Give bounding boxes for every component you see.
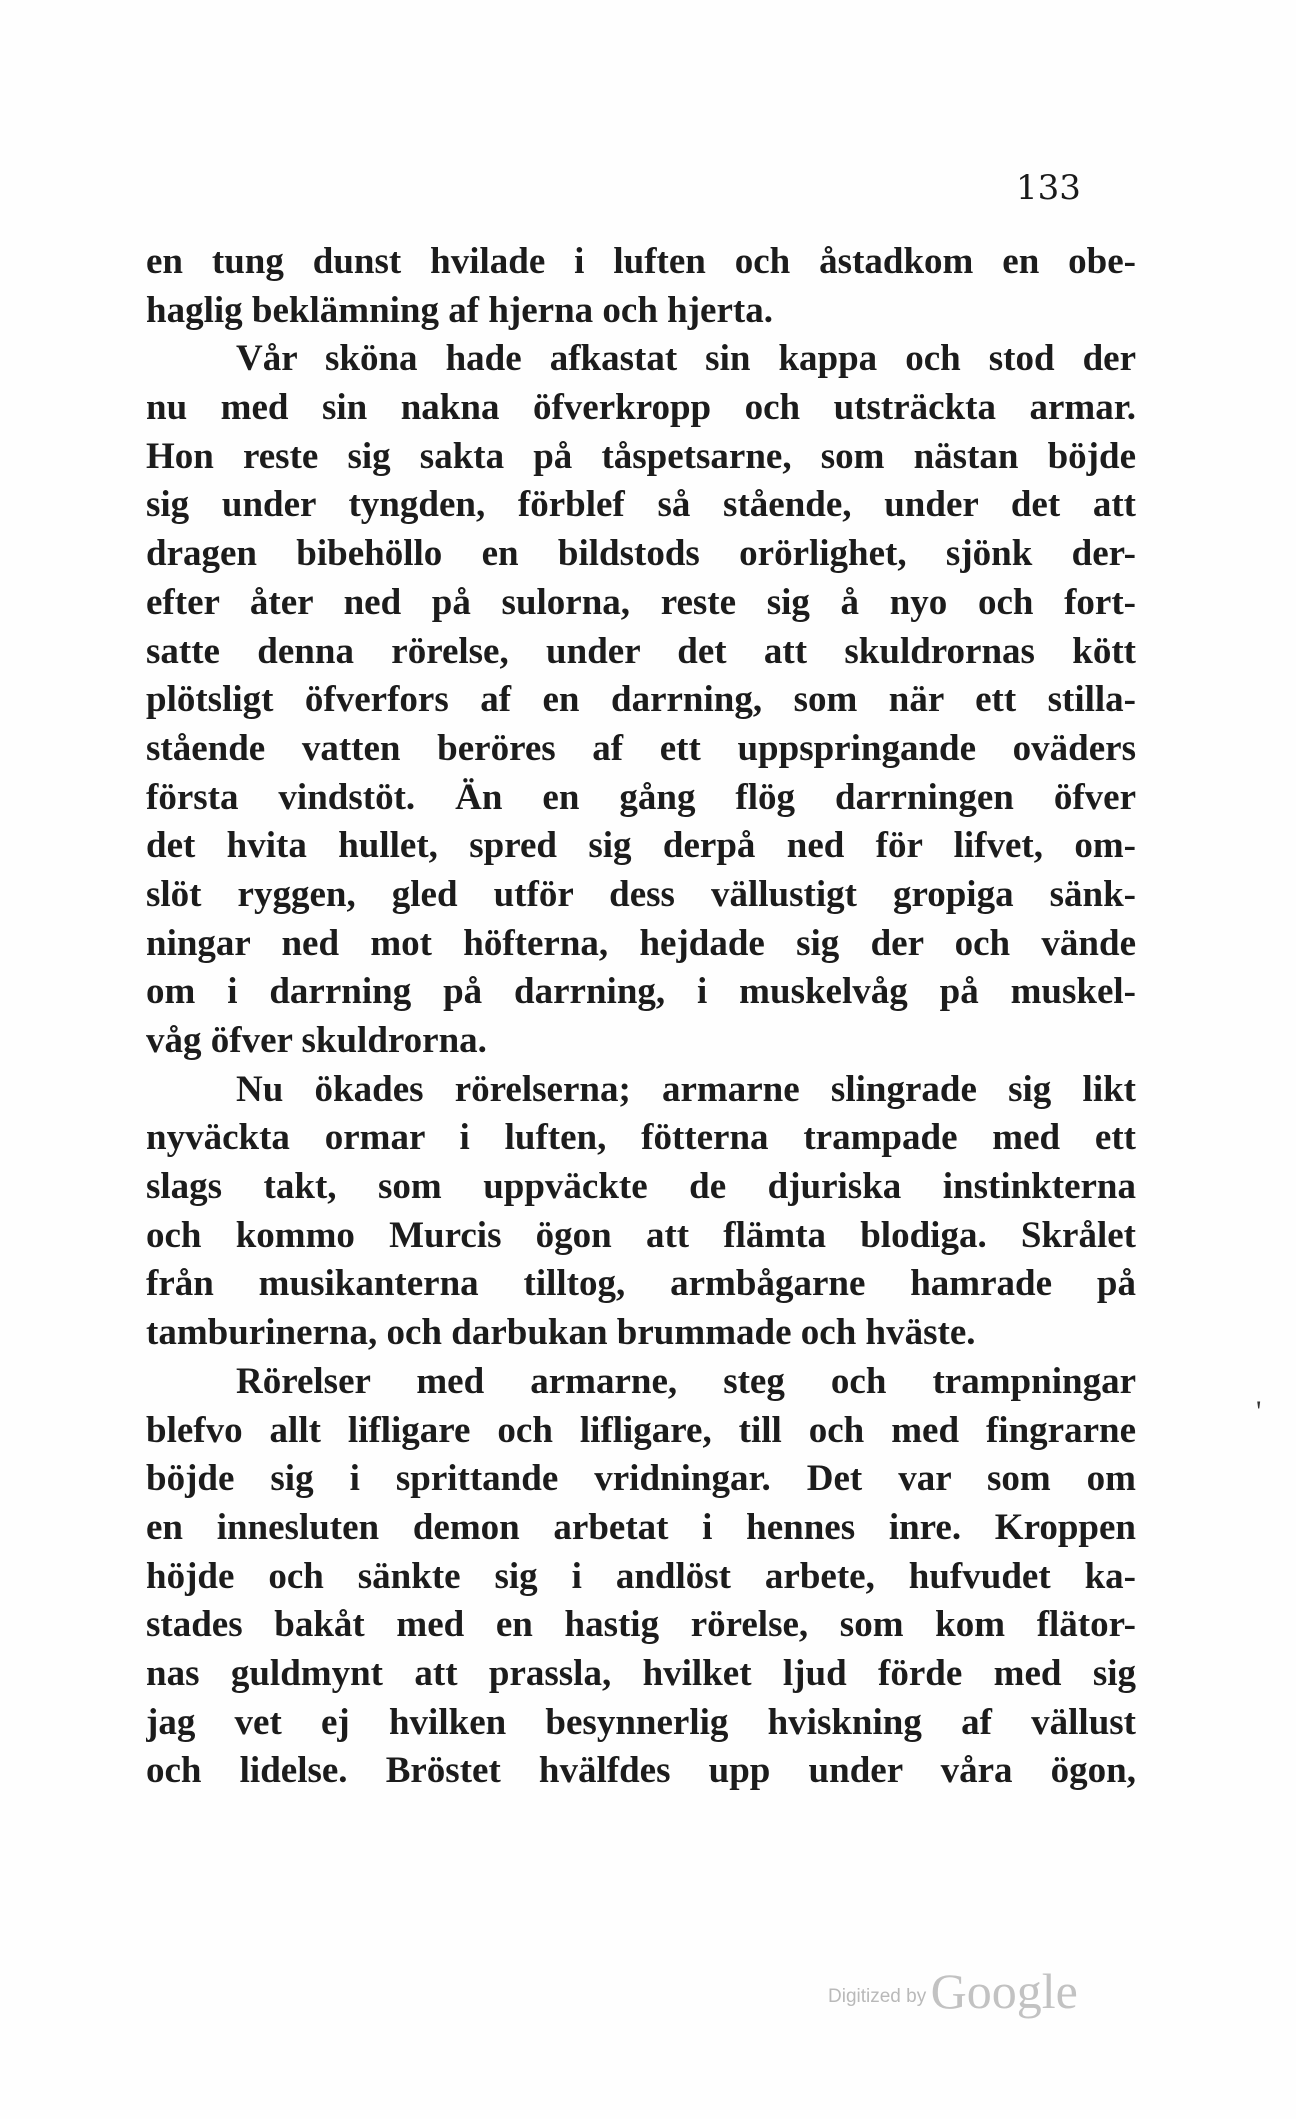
google-logo: Google — [930, 1963, 1078, 2019]
text-line: en tung dunst hvilade i luften och åstadkom en obe- — [146, 241, 1136, 282]
text-line: Vår sköna hade afkastat sin kappa och stod der — [236, 338, 1136, 380]
text-line: från musikanterna tilltog, armbågarne hamrade på — [146, 1263, 1136, 1305]
text-line: stades bakåt med en hastig rörelse, som kom flätor- — [146, 1604, 1136, 1646]
text-line: stående vatten beröres af ett uppspringande oväders — [146, 727, 1136, 769]
text-line: slöt ryggen, gled utför dess vällustigt gropiga sänk- — [146, 873, 1136, 915]
text-line: nu med sin nakna öfverkropp och utsträckta armar. — [146, 387, 1136, 429]
text-line: det hvita hullet, spred sig derpå ned för lifvet, om- — [146, 825, 1136, 867]
text-line: böjde sig i sprittande vridningar. Det var som om — [146, 1458, 1136, 1500]
text-line: och lidelse. Bröstet hvälfdes upp under våra ögon, — [146, 1750, 1136, 1792]
watermark-prefix: Digitized by — [828, 1986, 927, 2007]
text-line: haglig beklämning af hjerna och hjerta. — [146, 289, 773, 331]
text-line: nyväckta ormar i luften, fötterna trampade med ett — [146, 1117, 1136, 1159]
text-line: höjde och sänkte sig i andlöst arbete, hufvudet ka- — [146, 1555, 1136, 1597]
text-line: jag vet ej hvilken besynnerlig hviskning af vällust — [146, 1701, 1136, 1743]
body-text — [146, 238, 1136, 1796]
text-line: plötsligt öfverfors af en darrning, som när ett stilla- — [146, 679, 1136, 721]
text-line: slags takt, som uppväckte de djuriska instinkterna — [146, 1166, 1136, 1208]
margin-mark: ' — [1256, 1395, 1262, 1428]
page-number: 133 — [1016, 168, 1081, 208]
text-line: första vindstöt. Än en gång flög darrningen öfver — [146, 776, 1136, 818]
text-line: efter åter ned på sulorna, reste sig å nyo och fort- — [146, 581, 1136, 623]
text-line: dragen bibehöllo en bildstods orörlighet, sjönk der- — [146, 533, 1136, 575]
text-line: nas guldmynt att prassla, hvilket ljud förde med sig — [146, 1652, 1136, 1694]
text-line: en innesluten demon arbetat i hennes inre. Kroppen — [146, 1506, 1136, 1548]
text-line: Rörelser med armarne, steg och trampningar — [236, 1360, 1136, 1402]
text-line: Nu ökades rörelserna; armarne slingrade sig likt — [236, 1068, 1136, 1110]
text-line: satte denna rörelse, under det att skuldrornas kött — [146, 630, 1136, 672]
text-line: ningar ned mot höfterna, hejdade sig der och vände — [146, 922, 1136, 964]
text-line: om i darrning på darrning, i muskelvåg på muskel- — [146, 971, 1136, 1013]
text-line: blefvo allt lifligare och lifligare, till och med fingrarne — [146, 1409, 1136, 1451]
text-line: Hon reste sig sakta på tåspetsarne, som nästan böjde — [146, 435, 1136, 477]
text-line: våg öfver skuldrorna. — [146, 1020, 487, 1061]
text-line: sig under tyngden, förblef så stående, under det att — [146, 484, 1136, 526]
digitization-watermark — [828, 1962, 1078, 2020]
text-line: tamburinerna, och darbukan brummade och hväste. — [146, 1312, 976, 1354]
text-line: och kommo Murcis ögon att flämta blodiga. Skrålet — [146, 1214, 1136, 1256]
